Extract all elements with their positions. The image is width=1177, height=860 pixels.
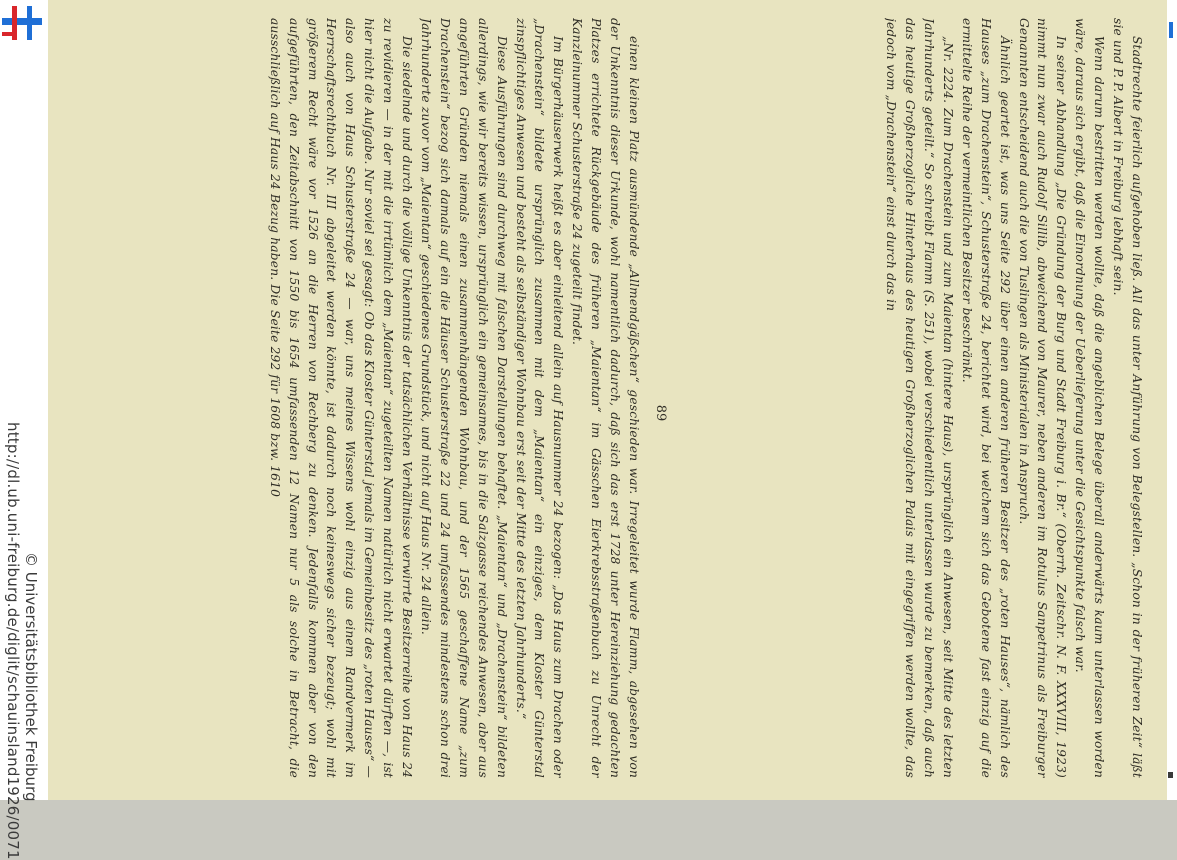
paragraph: Ähnlich geartet ist, was uns Seite 292 über einen anderen früheren Besitzer des „roten Hauses“, nämlich des Hauses „zum Drachenstein“, Schusterstraße 24, berichtet wird, bei welchem sich das Gebotene fast einzig auf die ermittelte Reihe der vermeintlichen Besitzer beschränkt. [959,18,1012,778]
watermark-copyright: © Universitätsbibliothek Freiburg [22,552,40,802]
text-column-left [676,18,1146,778]
paragraph: „Nr. 2224. Zum Drachenstein und zum Maientan (hintere Haus), ursprünglich ein Anwesen, seit Mitte des letzten Jahrhunderts geteilt.“ So schreibt Flamm (S. 251), wobei verschiedentlich unterlassen wurde zu bemerken, daß auch das heutige Großherzogliche Hinterhaus des heutigen Großherzoglichen Palais mit eingegriffen werden wollte, das jedoch vom „Drachenstein“ einst durch das in [884,18,955,778]
scroll-marker-bottom[interactable] [1168,772,1173,778]
text-column-right [173,18,643,778]
page-number: 89 [653,404,668,422]
viewer-side-strip [0,0,48,860]
viewer-right-strip [1167,0,1177,800]
paragraph: In seiner Abhandlung „Die Gründung der Burg und Stadt Freiburg i. Br.“ (Oberrh. Zeitschr. N. F. XXXVIII, 1923) nimmt nun zwar auch Rudolf Sillib, abweichend von Maurer, neben anderen im Rotulus Sanpetrinus als Freiburger Genannten entscheidend auch die von Tuslingen als Ministerialen in Anspruch. [1016,18,1069,778]
scanned-page [48,0,1167,800]
paragraph: einen kleinen Platz ausmündende „Allmendgäßchen“ geschieden war. Irregeleitet wurde Flamm, abgesehen von der Unkenntnis dieser Urkunde, wohl namentlich dadurch, daß sich das erst 1728 unter Hereinziehung gedachten Platzes errichtete Rückgebäude des früheren „Maientan“ im Gässchen Eierkrebsstraßenbuch zu Unrecht der Kanzleinummer Schusterstraße 24 zugeteilt findet. [570,18,641,778]
watermark-url[interactable]: http://dl.ub.uni-freiburg.de/diglit/schauinsland1926/0071 [4,422,22,860]
paragraph: Diese Ausführungen sind durchweg mit falschen Darstellungen behaftet. „Maientan“ und „Drachenstein“ bildeten allerdings, wie wir bereits wissen, ursprünglich ein gemeinsames, bis in die Salzgasse reichendes Anwesen, aber aus angeführten Gründen niemals einen zusammenhängenden Wohnbau, und der 1565 geschaffene Name „zum Drachenstein“ bezog sich damals auf ein die Häuser Schusterstraße 22 und 24 umfassendes mindestens schon drei Jahrhunderte zuvor vom „Maientan“ geschiedenes Grundstück, und nicht auf Haus Nr. 24 allein. [419,18,509,778]
scroll-marker-top[interactable] [1169,22,1173,38]
paragraph: Wenn darum bestritten werden wollte, daß die angeblichen Belege überall anderwärts kaum unterlassen worden wäre, daraus sich ergibt, daß die Einordnung der Ueberlieferung unter die Gesichtspunkte falsch war. [1073,18,1107,778]
paragraph: Die siedelnde und durch die völlige Unkenntnis der tatsächlichen Verhältnisse verwirrte Besitzerreihe von Haus 24 zu revidieren — in der mit die irrtümlich dem „Maientan“ zugeteilten Namen natürlich nicht erwartet dürften —, ist hier nicht die Aufgabe. Nur soviel sei gesagt: Ob das Kloster Günterstal jemals im Gemeinbesitz des „roten Hauses“ — also auch von Haus Schusterstraße 24 — war, uns meines Wissens wohl einzig aus einem Randvermerk im Herrschaftsrechtbuch Nr. III abgeleitet werden könnte, ist dadurch noch keineswegs sicher bezeugt; wohl mit größerem Recht wäre vor 1526 an die Herren von Rechberg zu denken. Jedenfalls kommen aber von den aufgeführten, den Zeitabschnitt von 1550 bis 1654 umfassenden 12 Namen nur 5 als solche in Betracht, die ausschließlich auf Haus 24 Bezug haben. Die Seite 292 für 1608 bzw. 1610 [267,18,415,778]
university-library-logo [2,6,42,40]
paragraph: Im Bürgerhäuserwerk heißt es aber einleitend allein auf Hausnummer 24 bezogen: „Das Haus zum Drachen oder „Drachenstein“ bildete ursprünglich zusammen mit dem „Maientan“ ein einziges, dem Kloster Günterstal zinspflichtiges Anwesen und besteht als selbständiger Wohnbau erst seit der Mitte des letzten Jahrhunderts.“ [513,18,566,778]
paragraph: Stadtrechte feierlich aufgehoben ließ. All das unter Anführung von Belegstellen. „Schon in der früheren Zeit“ läßt sie und P. P. Albert in Freiburg lebhaft sein. [1111,18,1144,778]
